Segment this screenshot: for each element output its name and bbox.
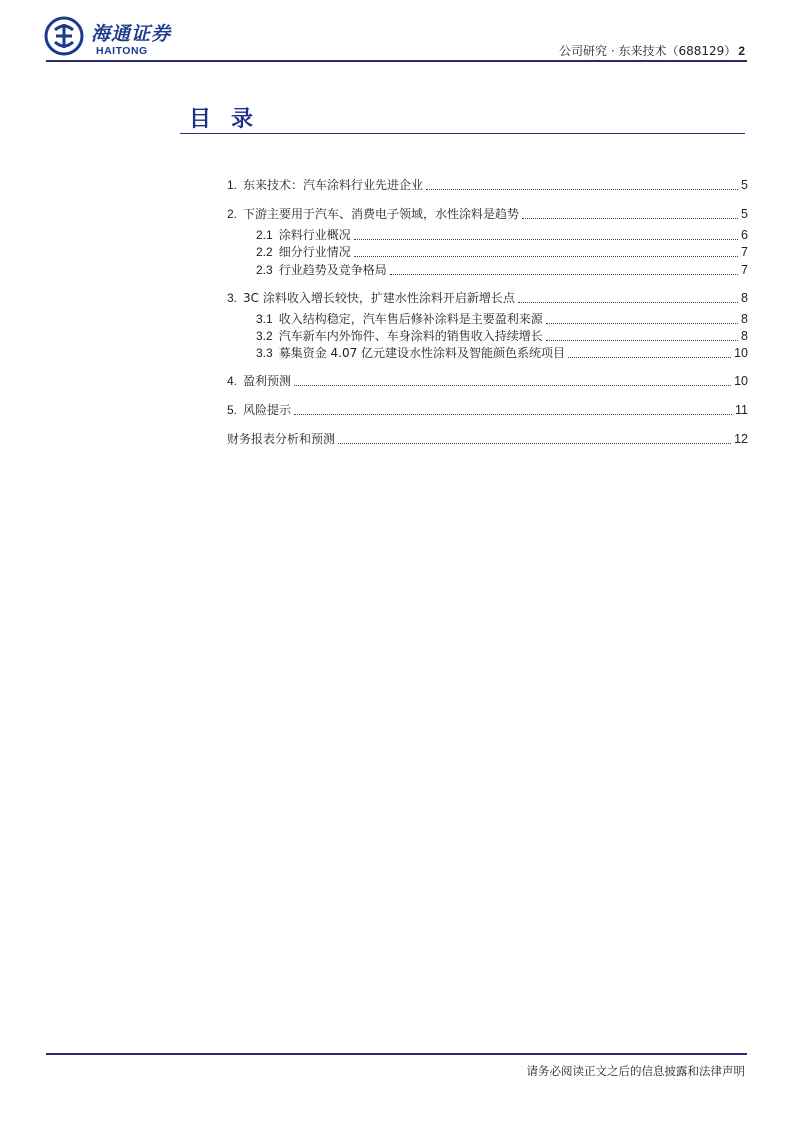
dot-leader [546,340,738,341]
toc-entry-label: 东来技术：汽车涂料行业先进企业 [243,178,424,192]
toc-entry-label: 财务报表分析和预测 [227,432,336,446]
toc-entry-number: 3.3 [256,346,273,360]
toc-entry-number: 1. [227,178,238,192]
toc-subentry[interactable] [256,329,748,344]
toc-entry-label: 行业趋势及竞争格局 [278,263,387,277]
toc-entry[interactable] [227,432,748,447]
report-info-text: 公司研究 · 东来技术（688129） [559,44,737,58]
page-number: 2 [738,44,745,58]
toc-entry[interactable] [227,291,748,306]
toc-title: 目录 [189,106,274,132]
toc-entry-page: 8 [741,329,748,343]
toc-entry-number: 3.2 [256,329,273,343]
toc-entry-page: 5 [741,178,748,192]
toc-subentry[interactable] [256,245,748,260]
footer-rule [46,1053,747,1055]
toc-entry-page: 10 [734,374,748,388]
toc-entry-page: 10 [734,346,748,360]
toc-entry-page: 8 [741,312,748,326]
toc-entry-label: 收入结构稳定，汽车售后修补涂料是主要盈利来源 [278,312,543,326]
dot-leader [390,274,738,275]
toc-entry-page: 12 [734,432,748,446]
toc-entry-page: 8 [741,291,748,305]
toc-entry-number: 3. [227,291,238,305]
toc-entry-label: 汽车新车内外饰件、车身涂料的销售收入持续增长 [278,329,543,343]
toc-subentry[interactable] [256,263,748,278]
toc-entry-page: 6 [741,228,748,242]
toc-entry-page: 11 [735,403,748,417]
report-info [559,42,745,59]
dot-leader [518,302,738,303]
dot-leader [338,443,731,444]
toc-entry-number: 3.1 [256,312,273,326]
dot-leader [522,218,738,219]
dot-leader [426,189,738,190]
toc-entry-label: 涂料行业概况 [278,228,351,242]
toc-entry-number: 4. [227,374,238,388]
dot-leader [546,323,738,324]
brand-name-en: HAITONG [96,45,148,57]
toc-entry[interactable] [227,178,748,193]
toc-subentry[interactable] [256,228,748,243]
haitong-emblem-icon [44,16,84,56]
toc-entry-page: 5 [741,207,748,221]
toc-entry-page: 7 [741,245,748,259]
toc-entry-number: 2.1 [256,228,273,242]
toc-entry-label: 下游主要用于汽车、消费电子领域，水性涂料是趋势 [243,207,520,221]
toc-entry-label: 细分行业情况 [278,245,351,259]
toc-title-rule [180,133,745,134]
toc-entry-label: 盈利预测 [243,374,292,388]
toc-entry-number: 5. [227,403,238,417]
toc-entry[interactable] [227,207,748,222]
toc-entry-label: 风险提示 [243,403,292,417]
toc-entry-number: 2.3 [256,263,273,277]
dot-leader [294,385,731,386]
toc-subentry[interactable] [256,346,748,361]
haitong-logo [44,16,194,60]
toc-entry[interactable] [227,374,748,389]
dot-leader [568,357,731,358]
dot-leader [354,239,738,240]
toc-entry-number: 2. [227,207,238,221]
toc-entry-label: 3C 涂料收入增长较快，扩建水性涂料开启新增长点 [243,291,515,305]
toc-subentry[interactable] [256,312,748,327]
toc-entry-page: 7 [741,263,748,277]
brand-name-cn: 海通证券 [91,23,172,45]
toc-entry-number: 2.2 [256,245,273,259]
dot-leader [294,414,732,415]
header-rule [46,60,747,62]
footer-disclaimer: 请务必阅读正文之后的信息披露和法律声明 [526,1064,745,1078]
toc-entry[interactable] [227,403,748,418]
toc-entry-label: 募集资金 4.07 亿元建设水性涂料及智能颜色系统项目 [278,346,566,360]
dot-leader [354,256,738,257]
